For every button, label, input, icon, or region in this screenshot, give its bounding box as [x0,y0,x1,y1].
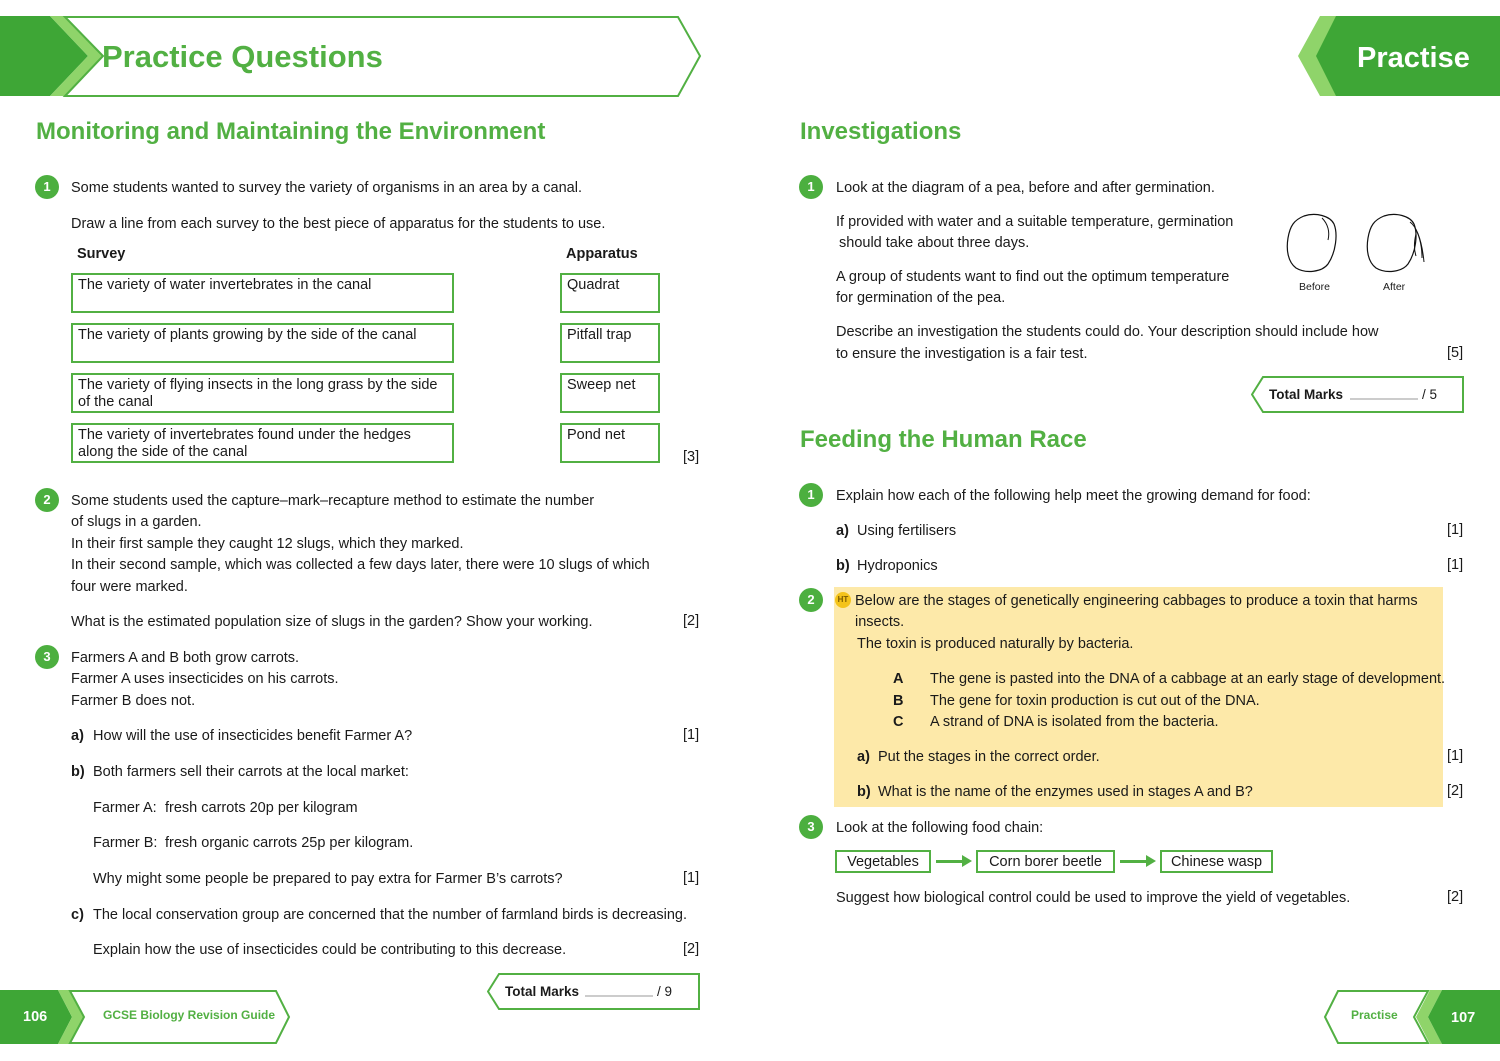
q3a-marks: [1] [683,727,700,743]
farmer-a-price: fresh carrots 20p per kilogram [165,800,358,816]
pea-before-drawing [1284,212,1346,276]
q2-marks: [2] [683,613,700,629]
footer-practise-tag: Practise [1351,1008,1398,1022]
inv-line-1: Look at the diagram of a pea, before and after germination. [836,180,1215,196]
feeding-q2b-text: What is the name of the enzymes used in stages A and B? [878,784,1253,800]
total-marks-label-right: Total Marks [1269,387,1344,402]
total-marks-label-left: Total Marks [505,984,580,999]
feeding-q1-text: Explain how each of the following help meet the growing demand for food: [836,488,1311,504]
inv-line-2a: If provided with water and a suitable temperature, germination [836,214,1234,230]
page-number-left: 106 [23,1009,48,1025]
stage-text-c: A strand of DNA is isolated from the bacteria. [930,714,1219,730]
total-marks-value-left: / 9 [657,984,673,999]
q3b-question: Why might some people be prepared to pay extra for Farmer B’s carrots? [93,871,563,887]
apparatus-box-4[interactable]: Pond net [560,423,660,463]
feeding-q2b-marks: [2] [1447,783,1464,799]
q3b-label: b) [71,764,85,780]
stage-text-b: The gene for toxin production is cut out of the DNA. [930,693,1260,709]
guide-title: GCSE Biology Revision Guide [103,1008,276,1022]
q1-instruction: Draw a line from each survey to the best piece of apparatus for the students to use. [71,216,606,232]
food-chain-arrow-1 [936,860,964,863]
survey-box-4[interactable]: The variety of invertebrates found under the hedges along the side of the canal [71,423,454,463]
q2-line-5: four were marked. [71,579,188,595]
feeding-q1b-text: Hydroponics [857,558,938,574]
page-number-right: 107 [1451,1010,1476,1026]
feeding-q2-line-1: Below are the stages of genetically engineering cabbages to produce a toxin that harms [855,593,1418,609]
practise-tag: Practise [1357,42,1470,74]
stage-letter-c: C [893,714,904,730]
feeding-q1a-marks: [1] [1447,522,1464,538]
q3c-marks: [2] [683,941,700,957]
feeding-q1b-label: b) [836,558,850,574]
inv-line-3a: A group of students want to find out the optimum temperature [836,269,1230,285]
q2-line-1: Some students used the capture–mark–recapture method to estimate the number [71,493,595,509]
feeding-question-number-1: 1 [799,483,823,507]
survey-box-2[interactable]: The variety of plants growing by the side of the canal [71,323,454,363]
farmer-b-name: Farmer B: [93,835,158,851]
apparatus-header: Apparatus [566,246,638,262]
investigations-question-number-1: 1 [799,175,823,199]
food-chain-arrow-2 [1120,860,1148,863]
inv-marks: [5] [1447,345,1464,361]
farmer-a-name: Farmer A: [93,800,157,816]
question-number-3: 3 [35,645,59,669]
stage-letter-a: A [893,671,904,687]
q3-line-3: Farmer B does not. [71,693,196,709]
ht-badge: HT [835,592,851,608]
feeding-q2-line-3: The toxin is produced naturally by bacteria. [857,636,1134,652]
question-number-2: 2 [35,488,59,512]
apparatus-box-3[interactable]: Sweep net [560,373,660,413]
feeding-question-number-3: 3 [799,815,823,839]
total-marks-value-right: / 5 [1422,387,1438,402]
section-title-investigations: Investigations [800,118,962,145]
q3a-label: a) [71,728,84,744]
pea-after-label: After [1383,281,1406,293]
pea-after-drawing [1364,212,1430,276]
food-chain-vegetables: Vegetables [835,850,931,873]
q2-line-2: of slugs in a garden. [71,514,202,530]
feeding-q2a-label: a) [857,749,870,765]
feeding-q1a-text: Using fertilisers [857,523,957,539]
page-title: Practice Questions [102,39,383,74]
feeding-q2b-label: b) [857,784,871,800]
inv-line-4b: to ensure the investigation is a fair test. [836,346,1088,362]
apparatus-box-2[interactable]: Pitfall trap [560,323,660,363]
apparatus-box-1[interactable]: Quadrat [560,273,660,313]
q3c-question: Explain how the use of insecticides could be contributing to this decrease. [93,942,567,958]
survey-box-3[interactable]: The variety of flying insects in the long grass by the side of the canal [71,373,454,413]
feeding-q2a-text: Put the stages in the correct order. [878,749,1100,765]
feeding-q3-marks: [2] [1447,889,1464,905]
feeding-q3-text: Look at the following food chain: [836,820,1044,836]
q3b-marks: [1] [683,870,700,886]
food-chain-chinese-wasp: Chinese wasp [1160,850,1273,873]
inv-line-3b: for germination of the pea. [836,290,1006,306]
q3-line-1: Farmers A and B both grow carrots. [71,650,300,666]
question-number-1: 1 [35,175,59,199]
section-title-environment: Monitoring and Maintaining the Environment [36,118,546,145]
stage-letter-b: B [893,693,904,709]
feeding-q3-question: Suggest how biological control could be used to improve the yield of vegetables. [836,890,1351,906]
farmer-b-price: fresh organic carrots 25p per kilogram. [165,835,414,851]
feeding-q2-line-2: insects. [855,614,905,630]
inv-line-2b: should take about three days. [839,235,1030,251]
feeding-q1b-marks: [1] [1447,557,1464,573]
feeding-q2a-marks: [1] [1447,748,1464,764]
q1-marks: [3] [683,449,700,465]
q3a-text: How will the use of insecticides benefit Farmer A? [93,728,413,744]
q2-question: What is the estimated population size of slugs in the garden? Show your working. [71,614,593,630]
q3b-text: Both farmers sell their carrots at the local market: [93,764,409,780]
survey-box-1[interactable]: The variety of water invertebrates in the canal [71,273,454,313]
inv-line-4a: Describe an investigation the students could do. Your description should include how [836,324,1379,340]
survey-header: Survey [77,246,126,262]
q2-line-3: In their first sample they caught 12 slugs, which they marked. [71,536,464,552]
feeding-q1a-label: a) [836,523,849,539]
q2-line-4: In their second sample, which was collected a few days later, there were 10 slugs of which [71,557,650,573]
pea-before-label: Before [1299,281,1330,293]
food-chain-corn-borer-beetle: Corn borer beetle [976,850,1115,873]
feeding-question-number-2: 2 [799,588,823,612]
section-title-feeding: Feeding the Human Race [800,426,1087,453]
q3c-label: c) [71,907,84,923]
q3-line-2: Farmer A uses insecticides on his carrots. [71,671,339,687]
q3c-text: The local conservation group are concerned that the number of farmland birds is decreasing. [93,907,688,923]
q1-text: Some students wanted to survey the variety of organisms in an area by a canal. [71,180,582,196]
stage-text-a: The gene is pasted into the DNA of a cabbage at an early stage of development. [930,671,1446,687]
